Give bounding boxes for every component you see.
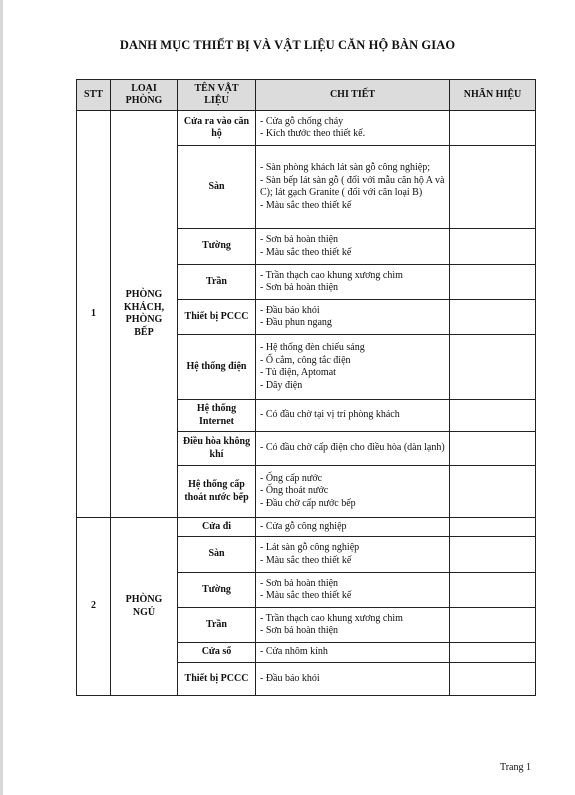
- detail-line: - Sơn bả hoàn thiện: [260, 577, 339, 589]
- detail-line: - Tủ điện, Aptomat: [260, 367, 336, 378]
- material-detail: [256, 643, 450, 663]
- material-name: Cửa sổ: [178, 643, 256, 663]
- material-name: Tường: [178, 229, 256, 265]
- detail-line: - Màu sắc theo thiết kế: [260, 590, 352, 601]
- detail-line: - Sàn phòng khách lát sàn gỗ công nghiệp;: [260, 162, 430, 173]
- material-name: Cửa đi: [178, 518, 256, 537]
- page-number: Trang 1: [499, 762, 531, 773]
- detail-line: - Lát sàn gỗ công nghiệp: [260, 542, 360, 553]
- material-name: Thiết bị PCCC: [178, 663, 256, 696]
- detail-line: - Trần thạch cao khung xương chìm: [260, 269, 403, 281]
- table-row: [77, 111, 536, 146]
- material-detail: [256, 608, 450, 643]
- detail-line: - Có đầu chờ tại vị trí phòng khách: [260, 409, 400, 421]
- brand-cell: [450, 300, 536, 335]
- brand-cell: [450, 146, 536, 229]
- detail-line: - Sàn bếp lát sàn gỗ ( đối với mẫu căn hộ A và C); lát gạch Granite ( đối với căn loại B): [260, 174, 445, 198]
- page-edge: [0, 0, 3, 795]
- material-detail: [256, 432, 450, 466]
- brand-cell: [450, 663, 536, 696]
- brand-cell: [450, 537, 536, 573]
- detail-line: - Màu sắc theo thiết kế: [260, 246, 352, 258]
- material-detail: [256, 335, 450, 400]
- brand-cell: [450, 643, 536, 663]
- material-name: Trần: [178, 608, 256, 643]
- detail-line: - Kích thước theo thiết kế.: [260, 128, 366, 139]
- table-row: [77, 518, 536, 537]
- detail-line: - Màu sắc theo thiết kế: [260, 199, 352, 211]
- brand-cell: [450, 111, 536, 146]
- header-detail: CHI TIẾT: [256, 80, 450, 111]
- material-detail: [256, 400, 450, 432]
- header-brand: NHÃN HIỆU: [450, 80, 536, 111]
- header-room: LOẠI PHÒNG: [111, 80, 178, 111]
- room-type: PHÒNG KHÁCH, PHÒNG BẾP: [111, 111, 178, 518]
- brand-cell: [450, 265, 536, 300]
- material-name: Hệ thống điện: [178, 335, 256, 400]
- material-name: Thiết bị PCCC: [178, 300, 256, 335]
- detail-line: - Màu sắc theo thiết kế: [260, 554, 352, 566]
- material-name: Trần: [178, 265, 256, 300]
- document-title: DANH MỤC THIẾT BỊ VÀ VẬT LIỆU CĂN HỘ BÀN GIAO: [119, 38, 456, 52]
- material-name: Điều hòa không khí: [178, 432, 256, 466]
- brand-cell: [450, 432, 536, 466]
- material-detail: [256, 663, 450, 696]
- header-stt: STT: [77, 80, 111, 111]
- detail-line: - Ổ cắm, công tắc điện: [260, 354, 351, 366]
- brand-cell: [450, 229, 536, 265]
- detail-line: - Trần thạch cao khung xương chìm: [260, 612, 403, 624]
- detail-line: - Sơn bả hoàn thiện: [260, 234, 339, 245]
- detail-line: - Ống thoát nước: [260, 485, 329, 497]
- material-name: Hệ thống Internet: [178, 400, 256, 432]
- section-number: 2: [77, 518, 111, 696]
- detail-line: - Ống cấp nước: [260, 472, 323, 484]
- material-detail: [256, 265, 450, 300]
- table-body: [77, 111, 536, 696]
- table-header-row: [77, 80, 536, 111]
- detail-line: - Cửa nhôm kính: [260, 646, 328, 658]
- materials-table: [76, 79, 536, 696]
- brand-cell: [450, 400, 536, 432]
- material-name: Sàn: [178, 146, 256, 229]
- material-detail: [256, 229, 450, 265]
- material-name: Cửa ra vào căn hộ: [178, 111, 256, 146]
- material-detail: [256, 111, 450, 146]
- material-detail: [256, 537, 450, 573]
- detail-line: - Đầu báo khói: [260, 672, 320, 684]
- material-name: Hệ thống cấp thoát nước bếp: [178, 466, 256, 518]
- material-name: Sàn: [178, 537, 256, 573]
- header-material: TÊN VẬT LIỆU: [178, 80, 256, 111]
- detail-line: - Sơn bả hoàn thiện: [260, 625, 339, 636]
- brand-cell: [450, 518, 536, 537]
- section-number: 1: [77, 111, 111, 518]
- brand-cell: [450, 335, 536, 400]
- detail-line: - Sơn bả hoàn thiện: [260, 282, 339, 293]
- material-detail: [256, 146, 450, 229]
- material-detail: [256, 573, 450, 608]
- brand-cell: [450, 573, 536, 608]
- detail-line: - Có đầu chờ cấp điện cho điều hòa (dàn lạnh): [260, 442, 445, 454]
- detail-line: - Đầu chờ cấp nước bếp: [260, 497, 356, 509]
- material-name: Tường: [178, 573, 256, 608]
- brand-cell: [450, 466, 536, 518]
- detail-line: - Đầu phun ngang: [260, 317, 332, 328]
- material-detail: [256, 300, 450, 335]
- detail-line: - Cửa gỗ chống cháy: [260, 115, 344, 127]
- detail-line: - Dây điện: [260, 379, 303, 391]
- material-detail: [256, 466, 450, 518]
- material-detail: [256, 518, 450, 537]
- detail-line: - Cửa gỗ công nghiệp: [260, 520, 347, 532]
- room-type: PHÒNG NGỦ: [111, 518, 178, 696]
- brand-cell: [450, 608, 536, 643]
- detail-line: - Đầu báo khói: [260, 304, 320, 316]
- detail-line: - Hệ thống đèn chiếu sáng: [260, 342, 365, 353]
